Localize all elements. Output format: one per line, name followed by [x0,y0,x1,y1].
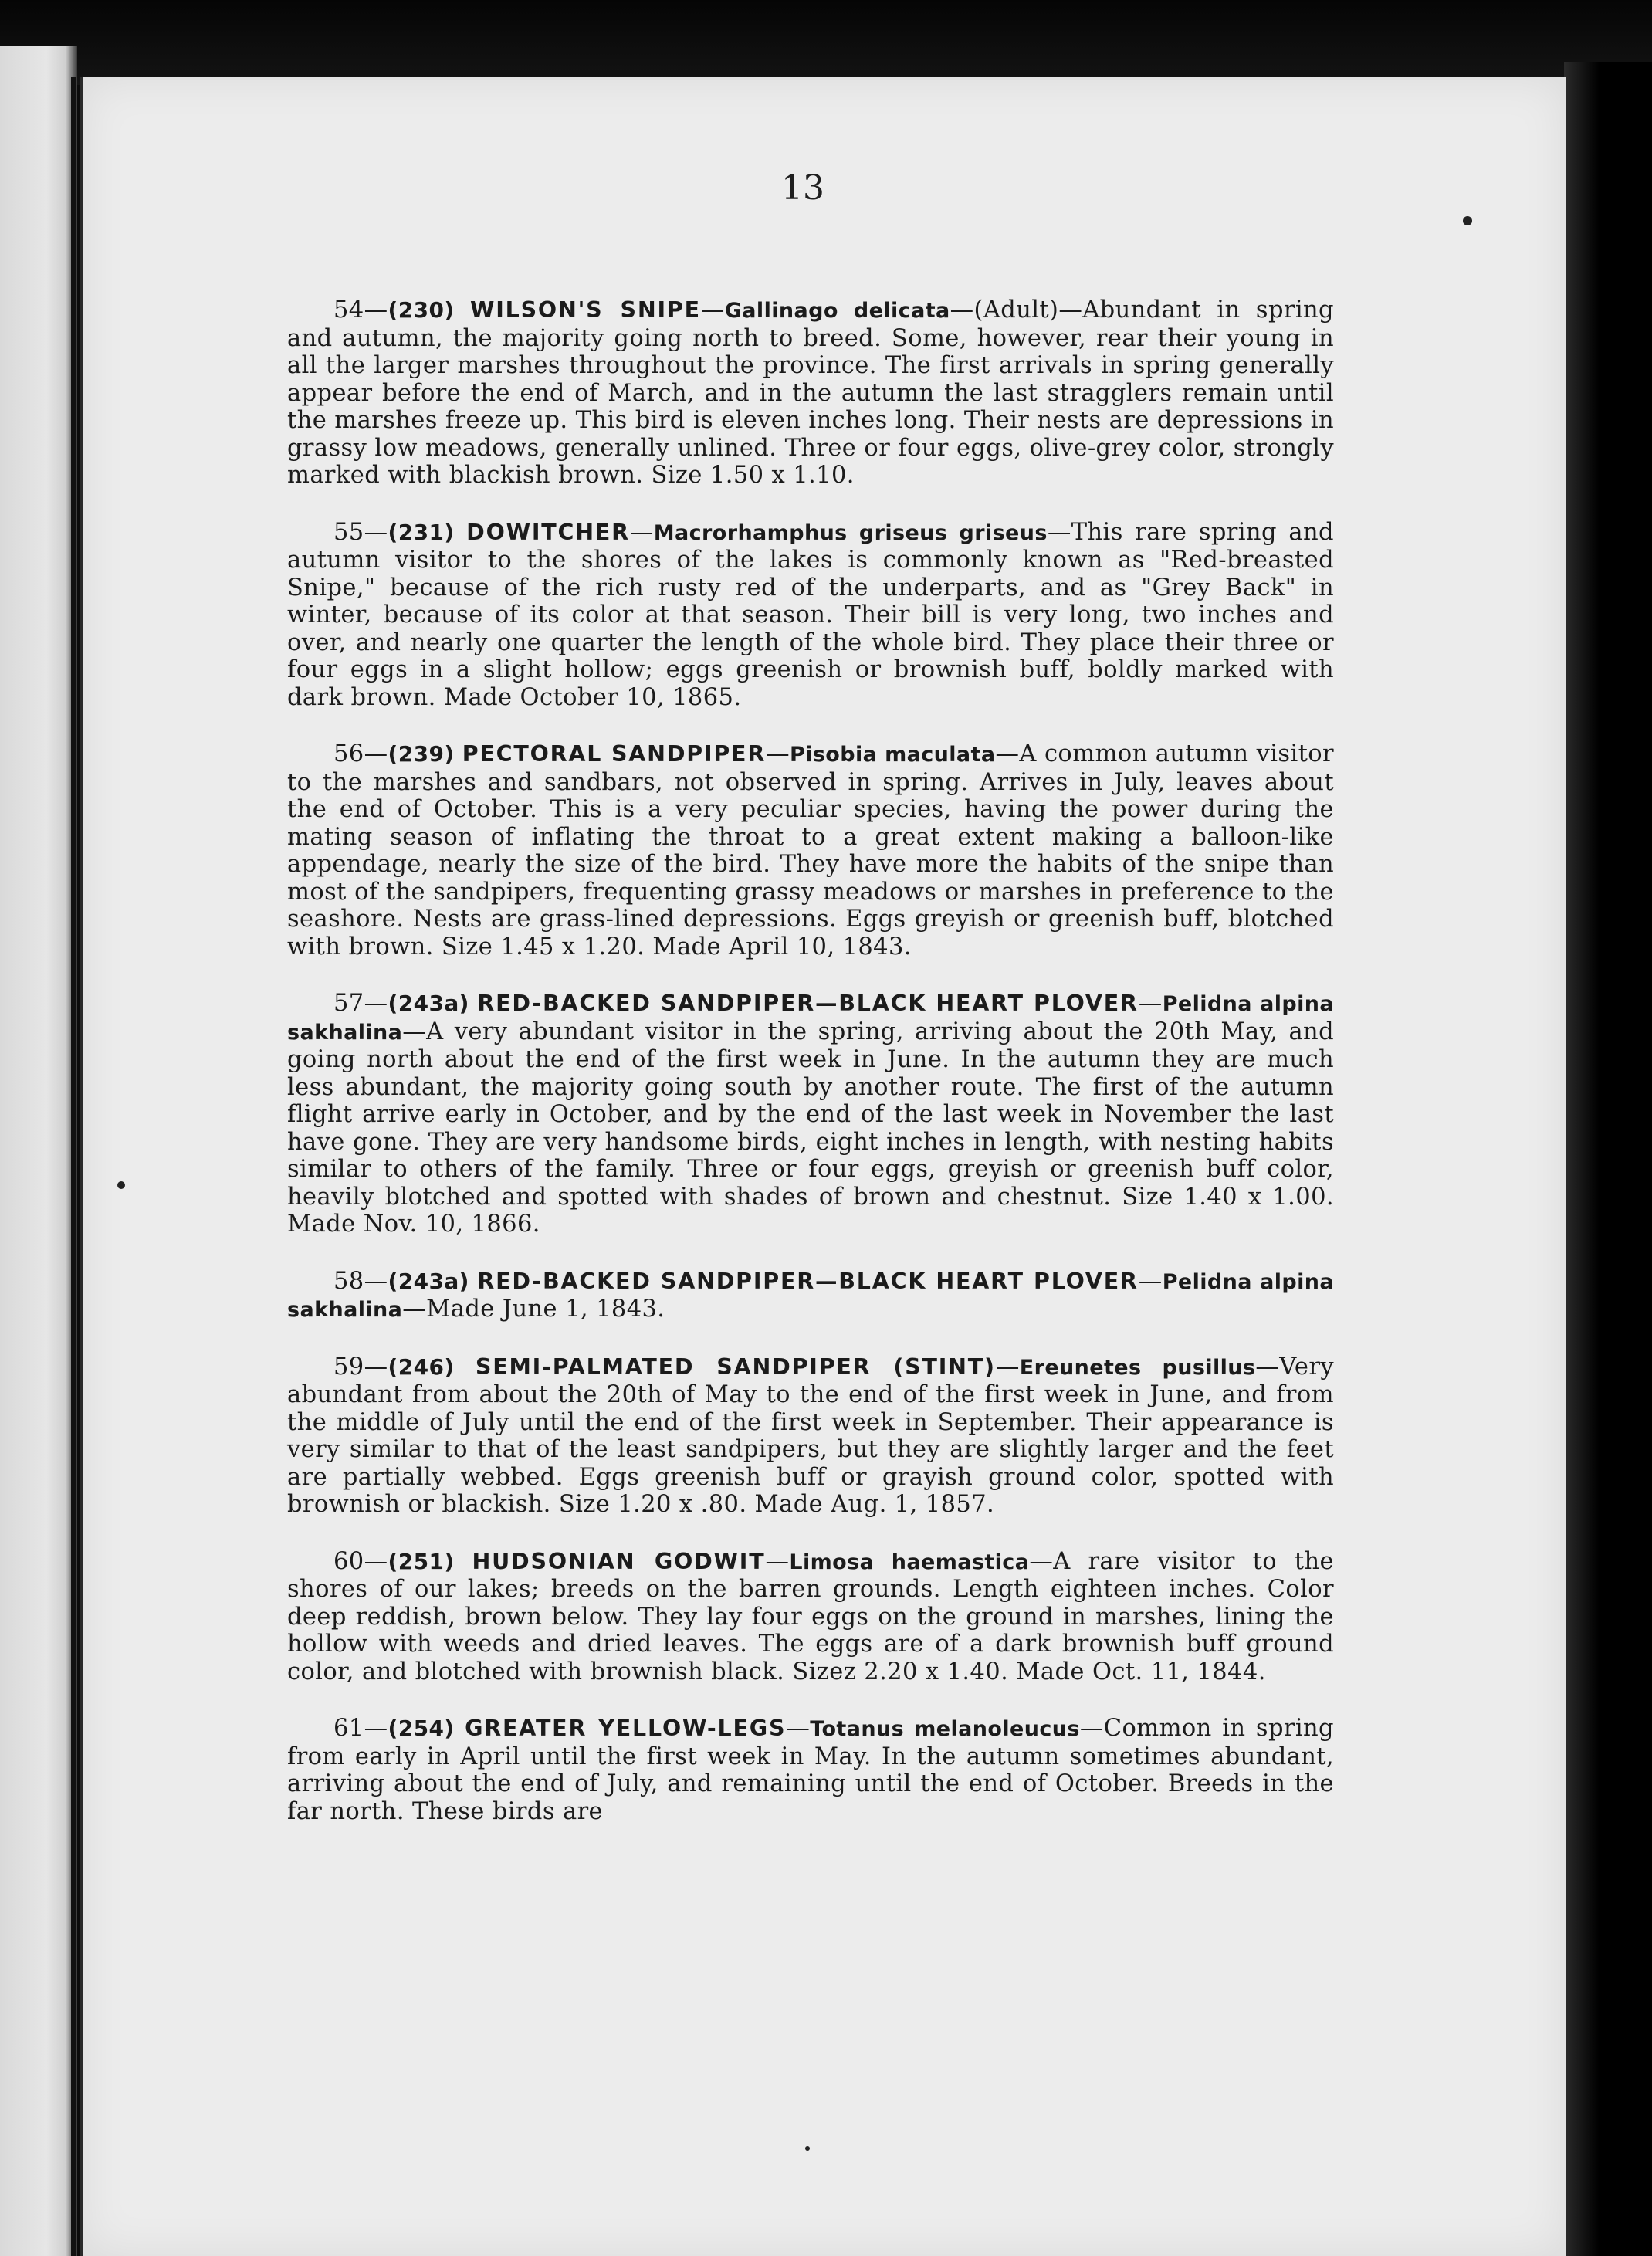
species-common-name: HUDSONIAN GODWIT [472,1548,766,1574]
species-latin-name: Gallinago delicata [724,299,950,323]
entry-number: 59 [333,1353,364,1380]
species-common-name: DOWITCHER [466,519,630,545]
entry-number: 55 [333,518,364,546]
entry-code: (239) [388,741,455,767]
species-latin-name: Ereunetes pusillus [1019,1355,1256,1380]
entry-code: (254) [388,1716,455,1741]
paper-speck [1463,216,1472,225]
species-entry: 59—(246) SEMI-PALMATED SANDPIPER (STINT)—Ereunetes pusillus—Very abundant from about the 20th of May to the end of the first week in June, and from the middle of July until the end of the first week in September. Their appearance is very similar to that of the least sandpipers, but they are slightly larger and the feet are partially webbed. Eggs greenish buff or grayish ground color, spotted with brownish or blackish. Size 1.20 x .80. Made Aug. 1, 1857. [287,1353,1334,1518]
species-latin-name: Pisobia maculata [789,743,996,767]
species-common-name: WILSON'S SNIPE [470,297,701,323]
species-entry: 54—(230) WILSON'S SNIPE—Gallinago delicata—(Adult)—Abundant in spring and autumn, the majority going north to breed. Some, however, rear their young in all the larger marshes throughout the province. The first arrivals in spring generally appear before the end of March, and in the autumn the last stragglers remain until the marshes freeze up. This bird is eleven inches long. Their nests are depressions in grassy low meadows, generally unlined. Three or four eggs, olive-grey color, strongly marked with blackish brown. Size 1.50 x 1.10. [287,296,1334,489]
book-gutter-line [71,77,76,2256]
species-entry: 58—(243a) RED-BACKED SANDPIPER—BLACK HEART PLOVER—Pelidna alpina sakhalina—Made June 1, 1843. [287,1267,1334,1323]
paper-speck [805,2146,810,2151]
entry-code: (230) [388,297,455,323]
species-entry: 61—(254) GREATER YELLOW-LEGS—Totanus melanoleucus—Common in spring from early in April until the first week in May. In the autumn sometimes abundant, arriving about the end of July, and remaining until the end of October. Breeds in the far north. These birds are [287,1715,1334,1825]
species-entry: 56—(239) PECTORAL SANDPIPER—Pisobia maculata—A common autumn visitor to the marshes and sandbars, not observed in spring. Arrives in July, leaves about the end of October. This is a very peculiar species, having the power during the mating season of inflating the throat to a great extent making a balloon-like appendage, nearly the size of the bird. They have more the habits of the snipe than most of the sandpipers, frequenting grassy meadows or marshes in preference to the seashore. Nests are grass-lined depressions. Eggs greyish or greenish buff, blotched with brown. Size 1.45 x 1.20. Made April 10, 1843. [287,740,1334,960]
species-list [287,296,1334,1855]
species-entry: 57—(243a) RED-BACKED SANDPIPER—BLACK HEART PLOVER—Pelidna alpina sakhalina—A very abundant visitor in the spring, arriving about the 20th May, and going north about the end of the first week in June. In the autumn they are much less abundant, the majority going south by another route. The first of the autumn flight arrive early in October, and by the end of the last week in November the last have gone. They are very handsome birds, eight inches in length, with nesting habits similar to others of the family. Three or four eggs, greyish or greenish buff color, heavily blotched and spotted with shades of brown and chestnut. Size 1.40 x 1.00. Made Nov. 10, 1866. [287,990,1334,1238]
entry-code: (251) [388,1548,455,1574]
entry-code: (246) [388,1353,455,1380]
entry-number: 58 [333,1267,364,1295]
adjacent-page-edge [0,46,77,2256]
species-entry: 55—(231) DOWITCHER—Macrorhamphus griseus griseus—This rare spring and autumn visitor to the shores of the lakes is commonly known as "Red-breasted Snipe," because of the rich rusty red of the underparts, and as "Grey Back" in winter, because of its color at that season. Their bill is very long, two inches and over, and nearly one quarter the length of the whole bird. They place their three or four eggs in a slight hollow; eggs greenish or brownish buff, boldly marked with dark brown. Made October 10, 1865. [287,518,1334,711]
scanner-right-shadow [1564,62,1652,2256]
species-description: —A very abundant visitor in the spring, arriving about the 20th May, and going north about the end of the first week in June. In the autumn they are much less abundant, the majority going south by another route. The first of the autumn flight arrive early in October, and by the end of the last week in November the last have gone. They are very handsome birds, eight inches in length, with nesting habits similar to others of the family. Three or four eggs, greyish or greenish buff color, heavily blotched and spotted with shades of brown and chestnut. Size 1.40 x 1.00. Made Nov. 10, 1866. [287,1018,1334,1238]
species-latin-name: Totanus melanoleucus [810,1717,1080,1741]
species-description: —A common autumn visitor to the marshes and sandbars, not observed in spring. Arrives in July, leaves about the end of October. This is a very peculiar species, having the power during the mating season of inflating the throat to a great extent making a balloon-like appendage, nearly the size of the bird. They have more the habits of the snipe than most of the sandpipers, frequenting grassy meadows or marshes in preference to the seashore. Nests are grass-lined depressions. Eggs greyish or greenish buff, blotched with brown. Size 1.45 x 1.20. Made April 10, 1843. [287,740,1334,960]
paper-speck [117,1181,125,1189]
entry-code: (231) [388,519,455,545]
entry-number: 54 [333,296,364,323]
species-description: —(Adult)—Abundant in spring and autumn, the majority going north to breed. Some, however, rear their young in all the larger marshes throughout the province. The first arrivals in spring generally appear before the end of March, and in the autumn the last stragglers remain until the marshes freeze up. This bird is eleven inches long. Their nests are depressions in grassy low meadows, generally unlined. Three or four eggs, olive-grey color, strongly marked with blackish brown. Size 1.50 x 1.10. [287,296,1334,489]
species-latin-name: Macrorhamphus griseus griseus [653,520,1048,545]
entry-code: (243a) [388,991,469,1016]
page-number: 13 [781,168,824,208]
species-description: —Very abundant from about the 20th of May to the end of the first week in June, and from the middle of July until the end of the first week in September. Their appearance is very similar to that of the least sandpipers, but they are slightly larger and the feet are partially webbed. Eggs greenish buff or grayish ground color, spotted with brownish or blackish. Size 1.20 x .80. Made Aug. 1, 1857. [287,1353,1334,1518]
entry-number: 61 [333,1715,364,1742]
species-common-name: PECTORAL SANDPIPER [462,741,767,767]
entry-number: 56 [333,740,364,767]
species-description: —This rare spring and autumn visitor to the shores of the lakes is commonly known as "Red-breasted Snipe," because of the rich rusty red of the underparts, and as "Grey Back" in winter, because of its color at that season. Their bill is very long, two inches and over, and nearly one quarter the length of the whole bird. They place their three or four eggs in a slight hollow; eggs greenish or brownish buff, boldly marked with dark brown. Made October 10, 1865. [287,518,1334,711]
species-common-name: SEMI-PALMATED SANDPIPER (STINT) [475,1353,996,1380]
species-common-name: GREATER YELLOW-LEGS [465,1716,787,1741]
entry-number: 60 [333,1547,364,1575]
species-description: —Made June 1, 1843. [402,1296,665,1323]
species-common-name: RED-BACKED SANDPIPER—BLACK HEART PLOVER [477,991,1139,1016]
scanner-top-band [0,0,1652,85]
species-entry: 60—(251) HUDSONIAN GODWIT—Limosa haemastica—A rare visitor to the shores of our lakes; breeds on the barren grounds. Length eighteen inches. Color deep reddish, brown below. They lay four eggs on the ground in marshes, lining the hollow with weeds and dried leaves. The eggs are of a dark brownish buff ground color, and blotched with brownish black. Sizez 2.20 x 1.40. Made Oct. 11, 1844. [287,1547,1334,1685]
species-latin-name: Limosa haemastica [789,1550,1030,1574]
species-latin-name: Pelidna alpina sakhalina [287,1269,1334,1322]
entry-code: (243a) [388,1268,469,1294]
species-description: —Common in spring from early in April until the first week in May. In the autumn sometimes abundant, arriving about the end of July, and remaining until the end of October. Breeds in the far north. These birds are [287,1715,1334,1825]
species-common-name: RED-BACKED SANDPIPER—BLACK HEART PLOVER [477,1268,1139,1294]
entry-number: 57 [333,990,364,1017]
species-latin-name: Pelidna alpina sakhalina [287,992,1334,1045]
species-description: —A rare visitor to the shores of our lakes; breeds on the barren grounds. Length eighteen inches. Color deep reddish, brown below. They lay four eggs on the ground in marshes, lining the hollow with weeds and dried leaves. The eggs are of a dark brownish buff ground color, and blotched with brownish black. Sizez 2.20 x 1.40. Made Oct. 11, 1844. [287,1547,1334,1685]
